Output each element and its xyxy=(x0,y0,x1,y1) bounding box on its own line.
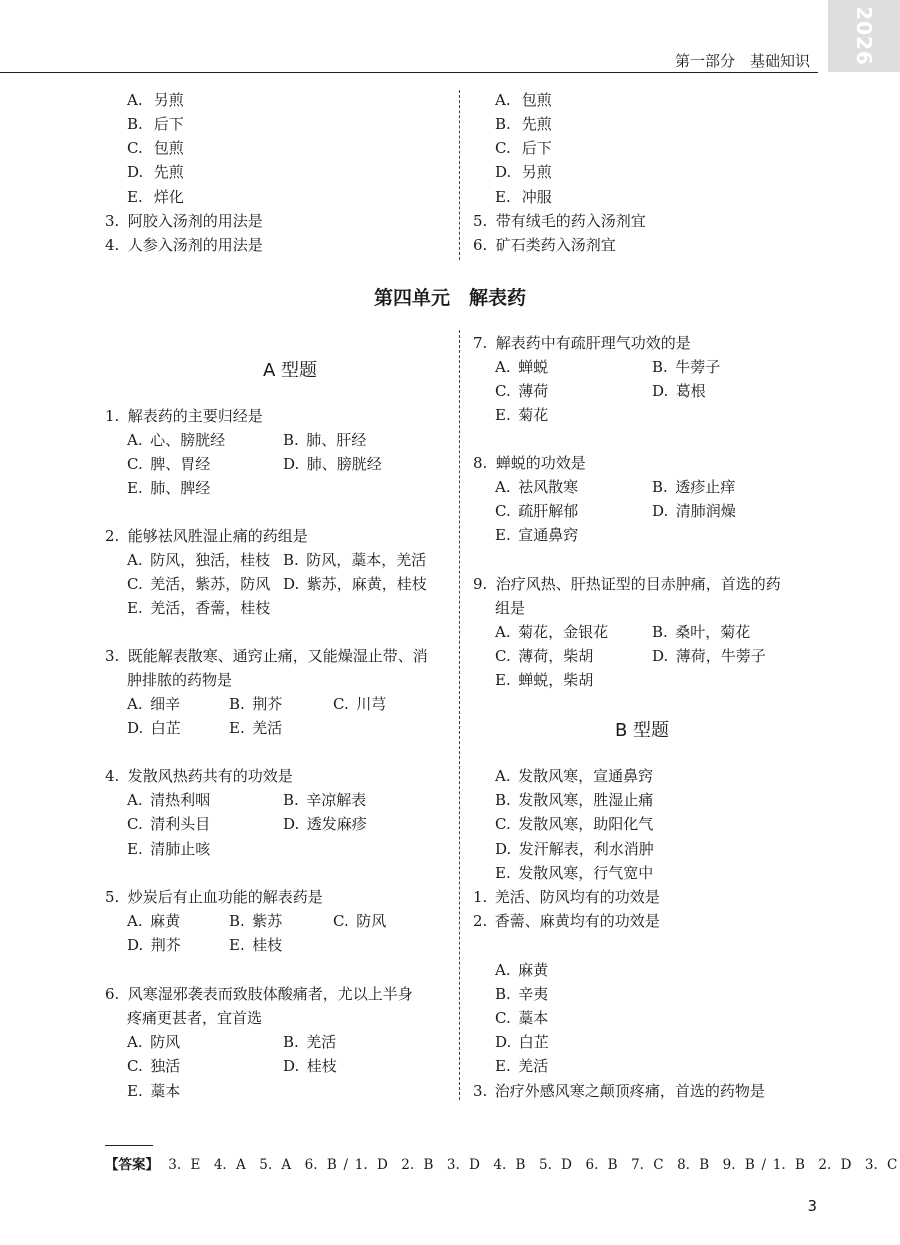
q1-option-d: D. 肺、膀胱经 xyxy=(283,455,382,473)
q6-option-c: C. 独活 xyxy=(127,1057,181,1075)
answer-text: 3. E 4. A 5. A 6. B / 1. D 2. B 3. D 4. B 5. D 6. B 7. C 8. B 9. B / 1. B 2. D 3. C xyxy=(168,1157,898,1173)
q8-option-c: C. 疏肝解郁 xyxy=(495,502,579,520)
q5-option-b: B. 紫苏 xyxy=(229,912,283,930)
q3-option-e: E. 羌活 xyxy=(229,719,283,737)
b1-option-c: C. 发散风寒，助阳化气 xyxy=(495,815,654,833)
q2-option-d: D. 紫苏，麻黄，桂枝 xyxy=(283,575,427,593)
question-9: 9. 治疗风热、肝热证型的目赤肿痛，首选的药 xyxy=(473,575,781,593)
b2-option-a: A. 麻黄 xyxy=(495,961,549,979)
prev-right-option-a: A. 包煎 xyxy=(495,91,552,109)
question-9-cont: 组是 xyxy=(495,599,526,617)
q3-option-a: A. 细辛 xyxy=(127,695,181,713)
q5-option-a: A. 麻黄 xyxy=(127,912,181,930)
q7-option-a: A. 蝉蜕 xyxy=(495,358,549,376)
b2-option-c: C. 藁本 xyxy=(495,1009,549,1027)
q8-option-b: B. 透疹止痒 xyxy=(652,478,736,496)
prev-question-6: 6. 矿石类药入汤剂宜 xyxy=(473,236,616,254)
prev-right-option-c: C. 后下 xyxy=(495,139,552,157)
answer-label: 【答案】 xyxy=(105,1157,159,1173)
q1-option-a: A. 心、膀胱经 xyxy=(127,431,226,449)
column-divider-main xyxy=(459,330,460,1100)
q4-option-a: A. 清热利咽 xyxy=(127,791,211,809)
q3-option-d: D. 白芷 xyxy=(127,719,181,737)
prev-question-3: 3. 阿胶入汤剂的用法是 xyxy=(105,212,263,230)
a-type-title: A 型题 xyxy=(262,360,318,381)
q3-option-c: C. 川芎 xyxy=(333,695,387,713)
question-6-cont: 疼痛更甚者，宜首选 xyxy=(127,1009,263,1027)
header-title: 第一部分 基础知识 xyxy=(674,52,810,70)
b1-option-d: D. 发汗解表，利水消肿 xyxy=(495,840,654,858)
question-1: 1. 解表药的主要归经是 xyxy=(105,407,263,425)
q9-option-b: B. 桑叶，菊花 xyxy=(652,623,751,641)
question-2: 2. 能够祛风胜湿止痛的药组是 xyxy=(105,527,308,545)
unit-title: 第四单元 解表药 xyxy=(373,287,526,309)
prev-left-option-b: B. 后下 xyxy=(127,115,184,133)
prev-right-option-b: B. 先煎 xyxy=(495,115,552,133)
question-6: 6. 风寒湿邪袭表而致肢体酸痛者，尤以上半身 xyxy=(105,985,413,1003)
q4-option-e: E. 清肺止咳 xyxy=(127,840,211,858)
b1-option-b: B. 发散风寒，胜湿止痛 xyxy=(495,791,654,809)
prev-question-4: 4. 人参入汤剂的用法是 xyxy=(105,236,263,254)
b-question-1: 1. 羌活、防风均有的功效是 xyxy=(473,888,660,906)
answer-rule xyxy=(105,1145,153,1146)
question-7: 7. 解表药中有疏肝理气功效的是 xyxy=(473,334,691,352)
q7-option-e: E. 菊花 xyxy=(495,406,549,424)
q1-option-b: B. 肺、肝经 xyxy=(283,431,367,449)
q2-option-c: C. 羌活，紫苏，防风 xyxy=(127,575,271,593)
column-divider-top xyxy=(459,90,460,260)
q6-option-b: B. 羌活 xyxy=(283,1033,337,1051)
question-3-cont: 肿排脓的药物是 xyxy=(127,671,233,689)
prev-right-option-e: E. 冲服 xyxy=(495,188,552,206)
year-tab xyxy=(828,0,900,72)
q2-option-e: E. 羌活，香薷，桂枝 xyxy=(127,599,271,617)
question-4: 4. 发散风热药共有的功效是 xyxy=(105,767,293,785)
page-header xyxy=(0,0,818,73)
prev-question-5: 5. 带有绒毛的药入汤剂宜 xyxy=(473,212,646,230)
q6-option-d: D. 桂枝 xyxy=(283,1057,337,1075)
answer-key xyxy=(105,1153,897,1173)
q9-option-c: C. 薄荷，柴胡 xyxy=(495,647,594,665)
q1-option-e: E. 肺、脾经 xyxy=(127,479,211,497)
prev-left-option-e: E. 烊化 xyxy=(127,188,184,206)
q2-option-b: B. 防风，藁本，羌活 xyxy=(283,551,427,569)
b2-option-b: B. 辛夷 xyxy=(495,985,549,1003)
q5-option-e: E. 桂枝 xyxy=(229,936,283,954)
q5-option-d: D. 荆芥 xyxy=(127,936,181,954)
q8-option-e: E. 宣通鼻窍 xyxy=(495,526,579,544)
q4-option-d: D. 透发麻疹 xyxy=(283,815,367,833)
prev-right-option-d: D. 另煎 xyxy=(495,163,552,181)
b1-option-a: A. 发散风寒，宣通鼻窍 xyxy=(495,767,654,785)
q7-option-b: B. 牛蒡子 xyxy=(652,358,721,376)
page-number: 3 xyxy=(807,1197,817,1215)
question-8: 8. 蝉蜕的功效是 xyxy=(473,454,586,472)
b-question-2: 2. 香薷、麻黄均有的功效是 xyxy=(473,912,660,930)
b-question-3: 3. 治疗外感风寒之颠顶疼痛，首选的药物是 xyxy=(473,1082,765,1100)
year-label: 2026 xyxy=(851,6,876,66)
q8-option-a: A. 祛风散寒 xyxy=(495,478,579,496)
b-type-title: B 型题 xyxy=(614,720,670,741)
q6-option-a: A. 防风 xyxy=(127,1033,181,1051)
prev-left-option-a: A. 另煎 xyxy=(127,91,184,109)
prev-left-option-d: D. 先煎 xyxy=(127,163,184,181)
q5-option-c: C. 防风 xyxy=(333,912,387,930)
b2-option-d: D. 白芷 xyxy=(495,1033,549,1051)
q9-option-a: A. 菊花，金银花 xyxy=(495,623,609,641)
q8-option-d: D. 清肺润燥 xyxy=(652,502,736,520)
q1-option-c: C. 脾、胃经 xyxy=(127,455,211,473)
question-3: 3. 既能解表散寒、通窍止痛，又能燥湿止带、消 xyxy=(105,647,428,665)
q9-option-e: E. 蝉蜕，柴胡 xyxy=(495,671,594,689)
q4-option-b: B. 辛凉解表 xyxy=(283,791,367,809)
q6-option-e: E. 藁本 xyxy=(127,1082,181,1100)
question-5: 5. 炒炭后有止血功能的解表药是 xyxy=(105,888,323,906)
b1-option-e: E. 发散风寒，行气宽中 xyxy=(495,864,654,882)
q3-option-b: B. 荆芥 xyxy=(229,695,283,713)
q7-option-c: C. 薄荷 xyxy=(495,382,549,400)
q4-option-c: C. 清利头目 xyxy=(127,815,211,833)
b2-option-e: E. 羌活 xyxy=(495,1057,549,1075)
q7-option-d: D. 葛根 xyxy=(652,382,706,400)
q9-option-d: D. 薄荷，牛蒡子 xyxy=(652,647,766,665)
q2-option-a: A. 防风，独活，桂枝 xyxy=(127,551,271,569)
prev-left-option-c: C. 包煎 xyxy=(127,139,184,157)
